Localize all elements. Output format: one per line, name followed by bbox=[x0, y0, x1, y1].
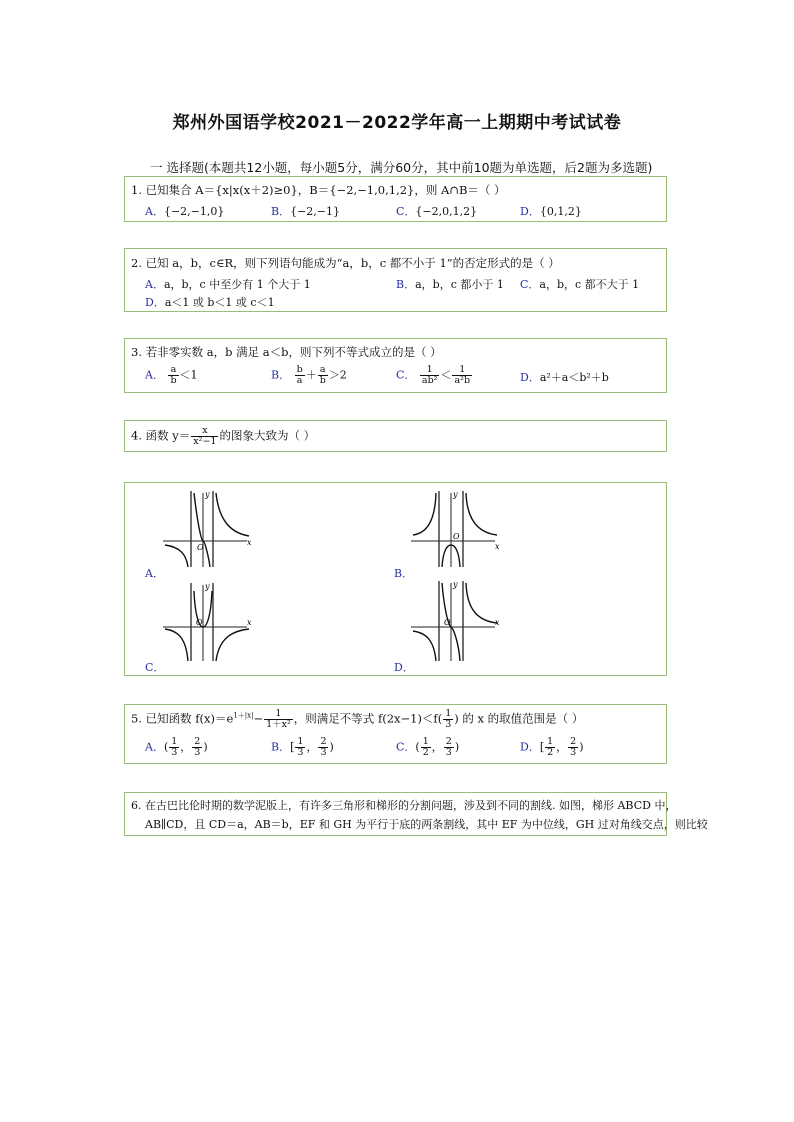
option-label: D． bbox=[520, 371, 540, 384]
fraction bbox=[568, 737, 578, 758]
y-axis-label: y bbox=[205, 582, 210, 591]
separator: ， bbox=[180, 740, 192, 754]
numerator: 1 bbox=[420, 365, 440, 376]
graph-c[interactable] bbox=[161, 581, 257, 663]
denominator: b bbox=[319, 375, 326, 386]
graph-c-label: C． bbox=[145, 661, 165, 674]
open-bracket: [ bbox=[539, 740, 545, 754]
denominator: 2 bbox=[422, 747, 429, 758]
graph-d[interactable] bbox=[409, 579, 505, 663]
numerator: a bbox=[318, 365, 328, 376]
option-text: a＜1 或 b＜1 或 c＜1 bbox=[164, 296, 275, 309]
q1-option-c[interactable] bbox=[396, 203, 477, 219]
option-label: C． bbox=[396, 205, 416, 218]
fraction bbox=[169, 737, 179, 758]
question-3-text: 3. 若非零实数 a，b 满足 a＜b，则下列不等式成立的是（ ） bbox=[131, 345, 442, 359]
option-label: D． bbox=[520, 740, 540, 754]
numerator: 1 bbox=[422, 736, 429, 747]
option-label: B． bbox=[271, 205, 291, 218]
fraction bbox=[264, 709, 293, 730]
section-heading: 一 选择题(本题共12小题，每小题5分，满分60分，其中前10题为单选题，后2题为多选题) bbox=[150, 160, 653, 175]
option-text: a，b，c 都小于 1 bbox=[415, 278, 504, 291]
denominator: 3 bbox=[297, 747, 304, 758]
option-label: A． bbox=[145, 278, 164, 291]
fraction bbox=[168, 365, 178, 386]
option-text: ＜1 bbox=[179, 368, 198, 382]
x-axis-label: x bbox=[247, 618, 252, 627]
option-label: C． bbox=[396, 368, 416, 382]
question-1-text: 1. 已知集合 A＝{x|x(x＋2)≥0}，B＝{−2,−1,0,1,2}，则 A∩B＝（ ） bbox=[131, 183, 506, 197]
numerator: 2 bbox=[194, 736, 201, 747]
option-label: B． bbox=[396, 278, 416, 291]
denominator: 3 bbox=[445, 747, 452, 758]
q2-option-b[interactable] bbox=[396, 276, 504, 292]
open-bracket: ( bbox=[415, 740, 420, 754]
origin-label: O bbox=[453, 532, 460, 541]
question-middle: ，则满足不等式 f(2x−1)＜f( bbox=[293, 711, 443, 726]
separator: ， bbox=[556, 740, 568, 754]
question-5-text bbox=[131, 709, 583, 730]
origin-label: O bbox=[444, 618, 451, 627]
fraction bbox=[318, 365, 328, 386]
graph-a[interactable] bbox=[161, 489, 257, 569]
denominator: 1＋x² bbox=[266, 719, 291, 730]
q1-option-a[interactable] bbox=[145, 203, 224, 219]
close-bracket: ) bbox=[203, 740, 208, 754]
open-bracket: ( bbox=[163, 740, 169, 754]
fraction bbox=[192, 737, 202, 758]
q5-option-a[interactable] bbox=[145, 737, 208, 758]
q5-option-c[interactable] bbox=[396, 737, 459, 758]
option-text: a，b，c 都不大于 1 bbox=[539, 278, 640, 291]
question-5-box bbox=[124, 704, 667, 764]
denominator: x²−1 bbox=[193, 436, 217, 447]
q3-option-b[interactable] bbox=[271, 365, 347, 386]
separator: ， bbox=[431, 740, 443, 754]
less-than-sign: ＜ bbox=[440, 368, 452, 382]
numerator: 2 bbox=[445, 736, 452, 747]
option-label: D． bbox=[520, 205, 540, 218]
x-axis-label: x bbox=[247, 538, 252, 547]
question-prefix: 5. 已知函数 f(x)＝e bbox=[131, 711, 234, 726]
numerator: 1 bbox=[297, 736, 304, 747]
close-bracket: ) bbox=[329, 740, 334, 754]
option-label: C． bbox=[396, 740, 416, 754]
question-4-graphs-box bbox=[124, 482, 667, 676]
option-text: ＞2 bbox=[328, 368, 347, 382]
graph-d-label: D． bbox=[394, 661, 414, 674]
q2-option-c[interactable] bbox=[520, 276, 639, 292]
option-text: {−2,−1,0} bbox=[163, 205, 225, 218]
graph-b-label: B． bbox=[394, 567, 414, 580]
numerator: x bbox=[191, 426, 218, 437]
numerator: 1 bbox=[445, 708, 452, 719]
option-text: a²＋a＜b²＋b bbox=[539, 371, 609, 384]
y-axis-label: y bbox=[205, 490, 210, 499]
question-4-box bbox=[124, 420, 667, 452]
origin-label: O bbox=[196, 618, 203, 627]
page-title: 郑州外国语学校2021－2022学年高一上期期中考试试卷 bbox=[172, 113, 622, 133]
q3-option-a[interactable] bbox=[145, 365, 198, 386]
origin-label: O bbox=[197, 543, 204, 552]
option-text: {−2,−1} bbox=[290, 205, 341, 218]
fraction bbox=[295, 365, 305, 386]
numerator: 1 bbox=[264, 709, 293, 720]
question-4-text bbox=[131, 426, 315, 447]
question-6-line-1: 6. 在古巴比伦时期的数学泥版上，有许多三角形和梯形的分割问题，涉及到不同的割线. 如图，梯形 ABCD 中， bbox=[131, 799, 677, 812]
y-axis-label: y bbox=[453, 580, 458, 589]
option-text: {−2,0,1,2} bbox=[415, 205, 478, 218]
denominator: a²b bbox=[454, 375, 471, 386]
close-bracket: ) bbox=[454, 740, 460, 754]
q1-option-d[interactable] bbox=[520, 203, 582, 219]
q2-option-d[interactable] bbox=[145, 294, 275, 310]
fraction bbox=[295, 737, 305, 758]
question-6-box bbox=[124, 792, 708, 836]
option-label: A． bbox=[145, 740, 164, 754]
numerator: 1 bbox=[171, 736, 178, 747]
question-6-line-2: AB∥CD，且 CD＝a，AB＝b，EF 和 GH 为平行于底的两条割线，其中 EF 为中位线，GH 过对角线交点，则比较 bbox=[145, 818, 708, 831]
numerator: b bbox=[296, 364, 303, 375]
plus-sign: ＋ bbox=[305, 368, 317, 382]
question-suffix: ) 的 x 的取值范围是（ ） bbox=[454, 711, 584, 726]
option-label: B． bbox=[271, 368, 291, 382]
close-bracket: ) bbox=[579, 740, 584, 754]
numerator: 1 bbox=[452, 365, 472, 376]
q5-option-b[interactable] bbox=[271, 737, 334, 758]
question-2-box bbox=[124, 248, 667, 312]
graph-b[interactable] bbox=[409, 489, 505, 569]
question-prefix: 4. 函数 y＝ bbox=[131, 428, 191, 443]
numerator: 1 bbox=[547, 736, 554, 747]
denominator: 3 bbox=[570, 747, 577, 758]
denominator: a bbox=[296, 375, 303, 386]
denominator: 2 bbox=[547, 747, 554, 758]
y-axis-label: y bbox=[453, 490, 458, 499]
q3-option-c[interactable] bbox=[396, 365, 473, 386]
fraction bbox=[191, 426, 218, 447]
fraction bbox=[420, 365, 440, 386]
question-2-text: 2. 已知 a，b，c∈R，则下列语句能成为“a，b，c 都不小于 1”的否定形式的是（ ） bbox=[131, 256, 560, 270]
fraction bbox=[452, 365, 472, 386]
graph-a-label: A． bbox=[145, 567, 164, 580]
fraction bbox=[318, 737, 328, 758]
numerator: 2 bbox=[570, 736, 577, 747]
fraction bbox=[421, 737, 431, 758]
q1-option-b[interactable] bbox=[271, 203, 340, 219]
denominator: 3 bbox=[320, 747, 327, 758]
denominator: ab² bbox=[421, 375, 438, 386]
exponent: 1＋|x| bbox=[233, 711, 254, 720]
numerator: 2 bbox=[320, 736, 327, 747]
fraction bbox=[545, 737, 555, 758]
option-label: D． bbox=[145, 296, 165, 309]
denominator: 3 bbox=[171, 747, 178, 758]
minus-sign: − bbox=[253, 711, 264, 726]
x-axis-label: x bbox=[495, 542, 500, 551]
denominator: b bbox=[170, 375, 177, 386]
option-label: B． bbox=[271, 740, 291, 754]
q3-option-d[interactable] bbox=[520, 369, 609, 385]
denominator: 3 bbox=[194, 747, 201, 758]
denominator: 3 bbox=[445, 719, 452, 730]
option-text: {0,1,2} bbox=[539, 205, 582, 218]
option-label: C． bbox=[520, 278, 540, 291]
question-suffix: 的图象大致为（ ） bbox=[219, 428, 316, 443]
q2-option-a[interactable] bbox=[145, 276, 311, 292]
x-axis-label: x bbox=[495, 618, 500, 627]
question-3-box bbox=[124, 338, 667, 393]
option-label: A． bbox=[145, 205, 164, 218]
numerator: a bbox=[168, 365, 178, 376]
q5-option-d[interactable] bbox=[520, 737, 584, 758]
question-1-box bbox=[124, 176, 667, 222]
separator: ， bbox=[306, 740, 318, 754]
option-label: A． bbox=[145, 368, 164, 382]
fraction bbox=[443, 709, 453, 730]
open-bracket: [ bbox=[290, 740, 295, 754]
option-text: a，b，c 中至少有 1 个大于 1 bbox=[163, 278, 311, 291]
fraction bbox=[444, 737, 454, 758]
